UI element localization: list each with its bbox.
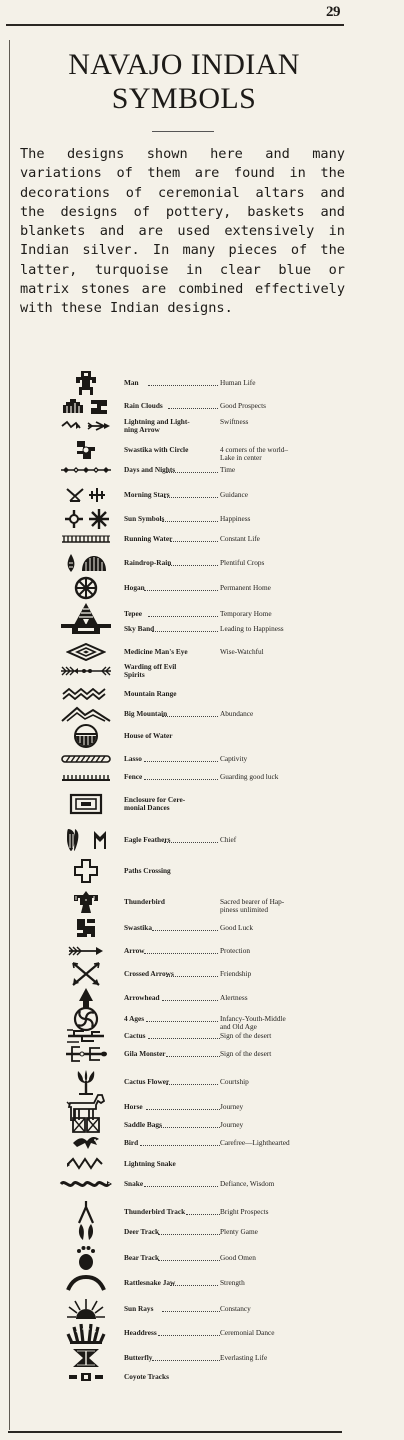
symbol-name: Thunderbird Track xyxy=(124,1207,186,1216)
swastika-circle-icon xyxy=(58,439,114,461)
symbol-row xyxy=(0,439,404,461)
symbol-meaning: Bright Prospects xyxy=(220,1207,269,1216)
symbol-row xyxy=(0,1116,404,1134)
symbol-row xyxy=(0,1370,404,1384)
symbol-meaning: Permanent Home xyxy=(220,583,271,592)
leader-dots xyxy=(164,836,218,843)
symbol-name: Big Mountain xyxy=(124,709,168,718)
symbol-row xyxy=(0,417,404,435)
headdress-icon xyxy=(58,1321,114,1345)
symbol-name: Saddle Bags xyxy=(124,1120,162,1129)
top-rule xyxy=(6,24,344,26)
leader-dots xyxy=(186,1208,220,1215)
symbol-name: Sun Rays xyxy=(124,1304,154,1313)
symbol-row xyxy=(0,1297,404,1321)
symbol-row xyxy=(0,1178,404,1190)
symbol-name: Bird xyxy=(124,1138,139,1147)
rain-clouds-icon xyxy=(58,396,114,416)
symbol-name: Fence xyxy=(124,772,143,781)
lightning-snake-icon xyxy=(58,1156,114,1172)
symbol-meaning: Strength xyxy=(220,1278,245,1287)
leader-dots xyxy=(144,773,218,780)
symbol-row xyxy=(0,1134,404,1152)
symbol-row xyxy=(0,860,404,882)
leader-dots xyxy=(158,1329,220,1336)
leader-dots xyxy=(148,379,218,386)
leader-dots xyxy=(162,994,218,1001)
symbol-row xyxy=(0,641,404,663)
man-icon xyxy=(58,368,114,398)
raindrop-icon xyxy=(58,553,114,573)
symbol-meaning: Plenty Game xyxy=(220,1227,258,1236)
leader-dots xyxy=(162,710,218,717)
symbol-name: Butterfly xyxy=(124,1353,153,1362)
symbol-name: Paths Crossing xyxy=(124,866,171,875)
symbol-name: Thunderbird xyxy=(124,897,165,906)
symbol-name: Lightning and Light- ning Arrow xyxy=(124,417,190,434)
symbol-row xyxy=(0,1347,404,1369)
symbol-row xyxy=(0,793,404,815)
saddle-bags-icon xyxy=(58,1116,114,1134)
symbol-name: Warding off Evil Spirits xyxy=(124,662,177,679)
symbol-row xyxy=(0,888,404,916)
symbol-meaning: Infancy-Youth-Middle and Old Age xyxy=(220,1014,286,1031)
symbol-name: Rain Clouds xyxy=(124,401,163,410)
leader-dots xyxy=(152,1354,220,1361)
bird-icon xyxy=(58,1134,114,1152)
enclosure-icon xyxy=(58,793,114,815)
symbol-row xyxy=(0,1321,404,1345)
page-title xyxy=(14,48,354,116)
symbol-meaning: Leading to Happiness xyxy=(220,624,284,633)
mountain-range-icon xyxy=(58,688,114,700)
paths-crossing-icon xyxy=(58,860,114,882)
symbol-name: Bear Track xyxy=(124,1253,160,1262)
arrow-icon xyxy=(58,945,114,957)
leader-dots xyxy=(164,491,218,498)
symbol-meaning: Courtship xyxy=(220,1077,249,1086)
symbol-name: Swastika xyxy=(124,923,152,932)
symbol-meaning: Good Prospects xyxy=(220,401,267,410)
big-mountain-icon xyxy=(58,705,114,723)
symbol-row xyxy=(0,1070,404,1094)
symbol-row xyxy=(0,553,404,573)
symbol-meaning: Guidance xyxy=(220,490,248,499)
symbol-meaning: Sign of the desert xyxy=(220,1049,272,1058)
leader-dots xyxy=(144,1180,218,1187)
symbol-name: Morning Stars xyxy=(124,490,170,499)
leader-dots xyxy=(146,1015,218,1022)
symbol-name: Coyote Tracks xyxy=(124,1372,169,1381)
symbol-row xyxy=(0,826,404,854)
symbol-name: Lasso xyxy=(124,754,142,763)
thunderbird-icon xyxy=(58,888,114,916)
symbol-row xyxy=(0,962,404,986)
symbol-meaning: Ceremonial Dance xyxy=(220,1328,275,1337)
intro-paragraph: The designs shown here and many variations of them are found in the decorations of ceremonial altars and the designs of pottery, baskets and blankets and are used extensively in Indian silver. In many pieces of the latter, turquoise in clear blue or matrix stones are combined effectively with these Indian designs. xyxy=(20,146,345,317)
symbol-meaning: Abundance xyxy=(220,709,254,718)
sun-rays-icon xyxy=(58,1297,114,1321)
symbol-name: Gila Monster xyxy=(124,1049,166,1058)
symbol-row xyxy=(0,688,404,700)
eagle-feathers-icon xyxy=(58,826,114,854)
symbol-meaning: Sign of the desert xyxy=(220,1031,272,1040)
symbol-meaning: Swiftness xyxy=(220,417,249,426)
leader-dots xyxy=(162,1305,220,1312)
leader-dots xyxy=(152,924,218,931)
morning-stars-icon xyxy=(58,486,114,504)
title-divider xyxy=(152,131,214,132)
symbol-meaning: Journey xyxy=(220,1120,244,1129)
symbol-meaning: Defiance, Wisdom xyxy=(220,1179,275,1188)
leader-dots xyxy=(166,970,218,977)
leader-dots xyxy=(146,1103,220,1110)
symbol-meaning: Time xyxy=(220,465,236,474)
symbol-row xyxy=(0,1156,404,1172)
symbol-meaning: Carefree—Lighthearted xyxy=(220,1138,290,1147)
symbol-meaning: Sacred bearer of Hap- piness unlimited xyxy=(220,897,285,914)
leader-dots xyxy=(148,1032,220,1039)
symbol-name: Hogan xyxy=(124,583,145,592)
symbol-meaning: Good Omen xyxy=(220,1253,256,1262)
symbol-meaning: Temporary Home xyxy=(220,609,272,618)
symbol-name: Horse xyxy=(124,1102,143,1111)
symbol-name: Running Water xyxy=(124,534,173,543)
leader-dots xyxy=(144,584,218,591)
symbol-meaning: Protection xyxy=(220,946,250,955)
symbol-name: House of Water xyxy=(124,731,173,740)
leader-dots xyxy=(166,1050,220,1057)
symbol-meaning: Happiness xyxy=(220,514,251,523)
leader-dots xyxy=(144,755,218,762)
symbol-row xyxy=(0,1245,404,1271)
symbol-name: Medicine Man's Eye xyxy=(124,647,188,656)
symbol-meaning: Journey xyxy=(220,1102,244,1111)
symbol-meaning: Guarding good luck xyxy=(220,772,279,781)
medicine-eye-icon xyxy=(58,641,114,663)
page-title-line: SYMBOLS xyxy=(111,82,257,115)
symbol-row xyxy=(0,464,404,476)
symbol-name: Eagle Feathers xyxy=(124,835,171,844)
symbol-row xyxy=(0,1222,404,1242)
leader-dots xyxy=(158,1121,220,1128)
symbol-row xyxy=(0,917,404,939)
coyote-tracks-icon xyxy=(58,1370,114,1384)
house-of-water-icon xyxy=(58,725,114,747)
cactus-icon xyxy=(58,1027,114,1045)
symbol-meaning: Friendship xyxy=(220,969,252,978)
leader-dots xyxy=(152,625,218,632)
leader-dots xyxy=(148,610,218,617)
symbol-row xyxy=(0,1276,404,1290)
symbol-meaning: Alertness xyxy=(220,993,248,1002)
symbol-row xyxy=(0,705,404,723)
symbol-meaning: Plentiful Crops xyxy=(220,558,265,567)
symbol-name: Crossed Arrows xyxy=(124,969,174,978)
leader-dots xyxy=(162,515,218,522)
symbol-name: Tepee xyxy=(124,609,142,618)
swastika-icon xyxy=(58,917,114,939)
symbol-name: Man xyxy=(124,378,139,387)
symbol-name: Arrowhead xyxy=(124,993,160,1002)
running-water-icon xyxy=(58,533,114,545)
symbol-row xyxy=(0,753,404,765)
symbol-row xyxy=(0,771,404,783)
symbol-name: Sun Symbols xyxy=(124,514,165,523)
symbol-meaning: Everlasting Life xyxy=(220,1353,268,1362)
days-nights-icon xyxy=(58,464,114,476)
symbol-meaning: Constant Life xyxy=(220,534,260,543)
symbol-row xyxy=(0,575,404,601)
symbol-name: Mountain Range xyxy=(124,689,177,698)
symbol-name: Days and Nights xyxy=(124,465,176,474)
leader-dots xyxy=(170,535,218,542)
butterfly-icon xyxy=(58,1347,114,1369)
leader-dots xyxy=(168,402,218,409)
lightning-arrow-icon xyxy=(58,417,114,435)
symbol-name: Lightning Snake xyxy=(124,1159,176,1168)
symbol-row xyxy=(0,533,404,545)
symbol-name: Sky Band xyxy=(124,624,155,633)
symbol-row xyxy=(0,508,404,530)
page-title-line: NAVAJO INDIAN xyxy=(68,48,300,81)
symbol-meaning: Constancy xyxy=(220,1304,251,1313)
bear-track-icon xyxy=(58,1245,114,1271)
symbol-name: Raindrop-Rain xyxy=(124,558,172,567)
gila-monster-icon xyxy=(58,1045,114,1063)
leader-dots xyxy=(166,466,218,473)
sun-symbols-icon xyxy=(58,508,114,530)
warding-spirits-icon xyxy=(58,661,114,681)
symbol-meaning: Captivity xyxy=(220,754,248,763)
page-number: 29 xyxy=(326,4,340,20)
leader-dots xyxy=(140,1139,220,1146)
symbol-row xyxy=(0,486,404,504)
deer-track-icon xyxy=(58,1222,114,1242)
symbol-row xyxy=(0,368,404,398)
symbol-name: Snake xyxy=(124,1179,144,1188)
symbol-name: Deer Track xyxy=(124,1227,160,1236)
leader-dots xyxy=(170,1279,218,1286)
symbol-meaning: Human Life xyxy=(220,378,256,387)
symbol-row xyxy=(0,661,404,681)
symbol-name: Enclosure for Cere- monial Dances xyxy=(124,795,186,812)
symbol-name: Cactus Flower xyxy=(124,1077,170,1086)
symbol-row xyxy=(0,621,404,637)
symbol-name: Cactus xyxy=(124,1031,146,1040)
symbol-name: Headdress xyxy=(124,1328,157,1337)
symbol-row xyxy=(0,396,404,416)
bottom-rule xyxy=(8,1431,342,1433)
leader-dots xyxy=(168,559,218,566)
symbol-name: Swastika with Circle xyxy=(124,445,189,454)
symbol-row xyxy=(0,945,404,957)
hogan-icon xyxy=(58,575,114,601)
cactus-flower-icon xyxy=(58,1070,114,1094)
rattlesnake-jaw-icon xyxy=(58,1276,114,1290)
symbol-meaning: 4 corners of the world– Lake in center xyxy=(220,445,289,462)
symbol-name: 4 Ages xyxy=(124,1014,145,1023)
leader-dots xyxy=(166,1078,218,1085)
leader-dots xyxy=(144,947,218,954)
lasso-icon xyxy=(58,753,114,765)
symbol-name: Rattlesnake Jaw xyxy=(124,1278,176,1287)
symbol-meaning: Good Luck xyxy=(220,923,254,932)
sky-band-icon xyxy=(58,621,114,637)
leader-dots xyxy=(158,1228,220,1235)
symbol-meaning: Wise-Watchful xyxy=(220,647,264,656)
symbol-row xyxy=(0,725,404,747)
symbol-name: Arrow xyxy=(124,946,145,955)
leader-dots xyxy=(158,1254,220,1261)
symbol-row xyxy=(0,1027,404,1045)
symbol-row xyxy=(0,1045,404,1063)
fence-icon xyxy=(58,771,114,783)
crossed-arrows-icon xyxy=(58,962,114,986)
snake-icon xyxy=(58,1178,114,1190)
symbol-meaning: Chief xyxy=(220,835,237,844)
